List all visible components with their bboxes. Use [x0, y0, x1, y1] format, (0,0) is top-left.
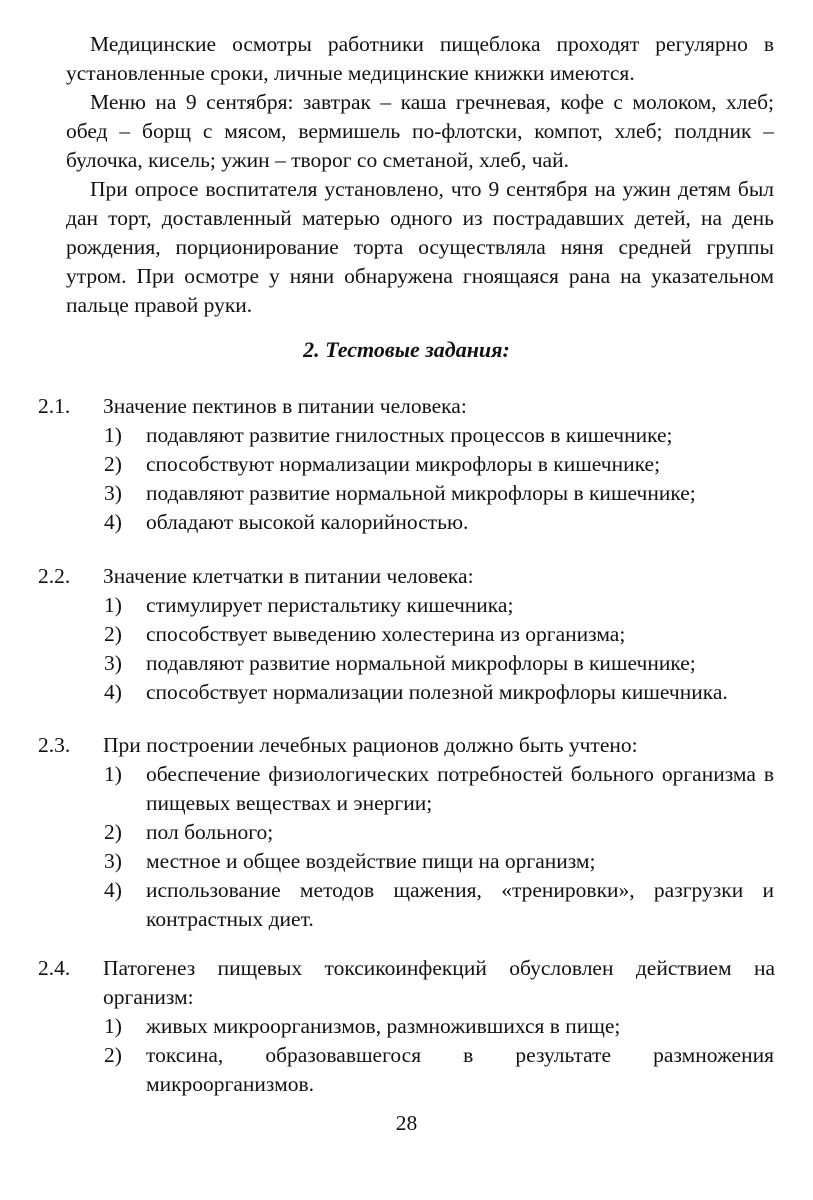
option-text: подавляют развитие нормальной микрофлоры в кишечнике; — [146, 481, 696, 505]
question-text: Значение клетчатки в питании человека: — [103, 564, 474, 588]
option-number: 1) — [104, 593, 122, 617]
option-number: 1) — [104, 762, 122, 786]
question-text: Патогенез пищевых токсикоинфекций обусловлен действием на организм: — [103, 956, 775, 1009]
option-text: стимулирует перистальтику кишечника; — [146, 593, 514, 617]
question-number: 2.2. — [38, 564, 71, 588]
question-text: При построении лечебных рационов должно быть учтено: — [103, 733, 638, 757]
option-number: 1) — [104, 423, 122, 447]
option-number: 3) — [104, 849, 122, 873]
option-text: обладают высокой калорийностью. — [146, 510, 469, 534]
question-number: 2.1. — [38, 394, 71, 418]
option-text: способствует нормализации полезной микрофлоры кишечника. — [146, 680, 728, 704]
option-number: 4) — [104, 878, 122, 902]
option-number: 4) — [104, 510, 122, 534]
page-number: 28 — [395, 1111, 418, 1135]
option-number: 2) — [104, 820, 122, 844]
option-number: 4) — [104, 680, 122, 704]
option-number: 2) — [104, 622, 122, 646]
option-number: 3) — [104, 481, 122, 505]
option-text: пол больного; — [146, 820, 274, 844]
option-text: обеспечение физиологических потребностей больного организма в пищевых веществах и энергии; — [146, 762, 774, 815]
option-number: 3) — [104, 651, 122, 675]
question-number: 2.3. — [38, 733, 71, 757]
paragraph-menu: Меню на 9 сентября: завтрак – каша гречневая, кофе с молоком, хлеб; обед – борщ с мясом, вермишель по-флотски, компот, хлеб; полдник – булочка, кисель; ужин – творог со сметаной, хлеб, чай. — [66, 90, 774, 172]
option-number: 2) — [104, 1043, 122, 1067]
option-text: местное и общее воздействие пищи на организм; — [146, 849, 596, 873]
option-text: подавляют развитие нормальной микрофлоры в кишечнике; — [146, 651, 696, 675]
option-text: подавляют развитие гнилостных процессов в кишечнике; — [146, 423, 673, 447]
option-text: живых микроорганизмов, размножившихся в пище; — [146, 1014, 621, 1038]
option-number: 2) — [104, 452, 122, 476]
option-text: способствует выведению холестерина из организма; — [146, 622, 626, 646]
question-text: Значение пектинов в питании человека: — [103, 394, 467, 418]
paragraph-survey: При опросе воспитателя установлено, что 9 сентября на ужин детям был дан торт, доставленный матерью одного из пострадавших детей, на день рождения, порционирование торта осуществляла няня средней группы утром. При осмотре у няни обнаружена гноящаяся рана на указательном пальце правой руки. — [66, 177, 774, 317]
paragraph-medical-checkups: Медицинские осмотры работники пищеблока проходят регулярно в установленные сроки, личные медицинские книжки имеются. — [66, 32, 774, 85]
option-text: токсина, образовавшегося в результате размножения микроорганизмов. — [146, 1043, 774, 1096]
section-title: 2. Тестовые задания: — [303, 337, 510, 362]
question-number: 2.4. — [38, 956, 71, 980]
option-text: использование методов щажения, «тренировки», разгрузки и контрастных диет. — [146, 878, 774, 931]
option-number: 1) — [104, 1014, 122, 1038]
option-text: способствуют нормализации микрофлоры в кишечнике; — [146, 452, 661, 476]
